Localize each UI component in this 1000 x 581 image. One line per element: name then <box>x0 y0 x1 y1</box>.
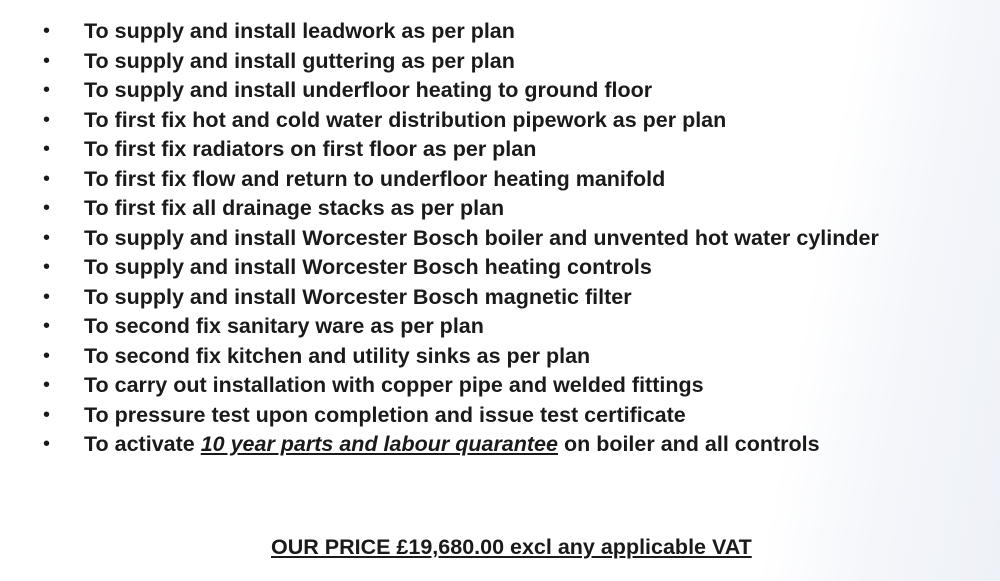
bullet-icon: • <box>43 344 51 367</box>
guarantee-suffix: on boiler and all controls <box>557 432 820 456</box>
list-item-text: To first fix hot and cold water distribution pipework as per plan <box>84 107 727 132</box>
list-item-text: To second fix sanitary ware as per plan <box>84 314 484 338</box>
bullet-icon: • <box>43 138 51 160</box>
bullet-icon: • <box>43 315 51 337</box>
bullet-icon: • <box>43 285 51 308</box>
bullet-icon: • <box>43 197 51 219</box>
list-item-text: To supply and install leadwork as per plan <box>84 19 515 43</box>
list-item-text: To first fix radiators on first floor as per plan <box>84 137 537 161</box>
bullet-icon: • <box>43 374 51 396</box>
list-item-text: To supply and install underfloor heating to ground floor <box>84 78 653 102</box>
bullet-icon: • <box>43 167 51 190</box>
bullet-icon: • <box>43 403 51 426</box>
bullet-icon: • <box>43 433 51 455</box>
bullet-icon: • <box>43 79 51 101</box>
list-item-text: To carry out installation with copper pipe and welded fittings <box>84 373 704 397</box>
bullet-icon: • <box>43 108 51 131</box>
guarantee-prefix: To activate <box>84 432 201 456</box>
list-item-text: To supply and install Worcester Bosch heating controls <box>84 255 652 279</box>
list-item-text: To pressure test upon completion and issue test certificate <box>84 402 686 427</box>
bullet-icon: • <box>43 20 51 42</box>
guarantee-emphasis: 10 year parts and labour quarantee <box>200 432 558 456</box>
list-item-text <box>84 430 820 460</box>
bullet-icon: • <box>43 226 51 249</box>
price-statement: OUR PRICE £19,680.00 excl any applicable VAT <box>271 535 752 559</box>
list-item-text: To supply and install Worcester Bosch boiler and unvented hot water cylinder <box>84 225 879 250</box>
list-item-text: To supply and install guttering as per plan <box>84 48 515 73</box>
list-item-text: To first fix flow and return to underfloor heating manifold <box>84 166 666 191</box>
bullet-icon: • <box>43 256 51 278</box>
list-item-text: To second fix kitchen and utility sinks as per plan <box>84 343 591 368</box>
list-item-text: To first fix all drainage stacks as per plan <box>84 196 505 220</box>
bullet-icon: • <box>43 49 51 72</box>
list-item-text: To supply and install Worcester Bosch magnetic filter <box>84 284 632 309</box>
